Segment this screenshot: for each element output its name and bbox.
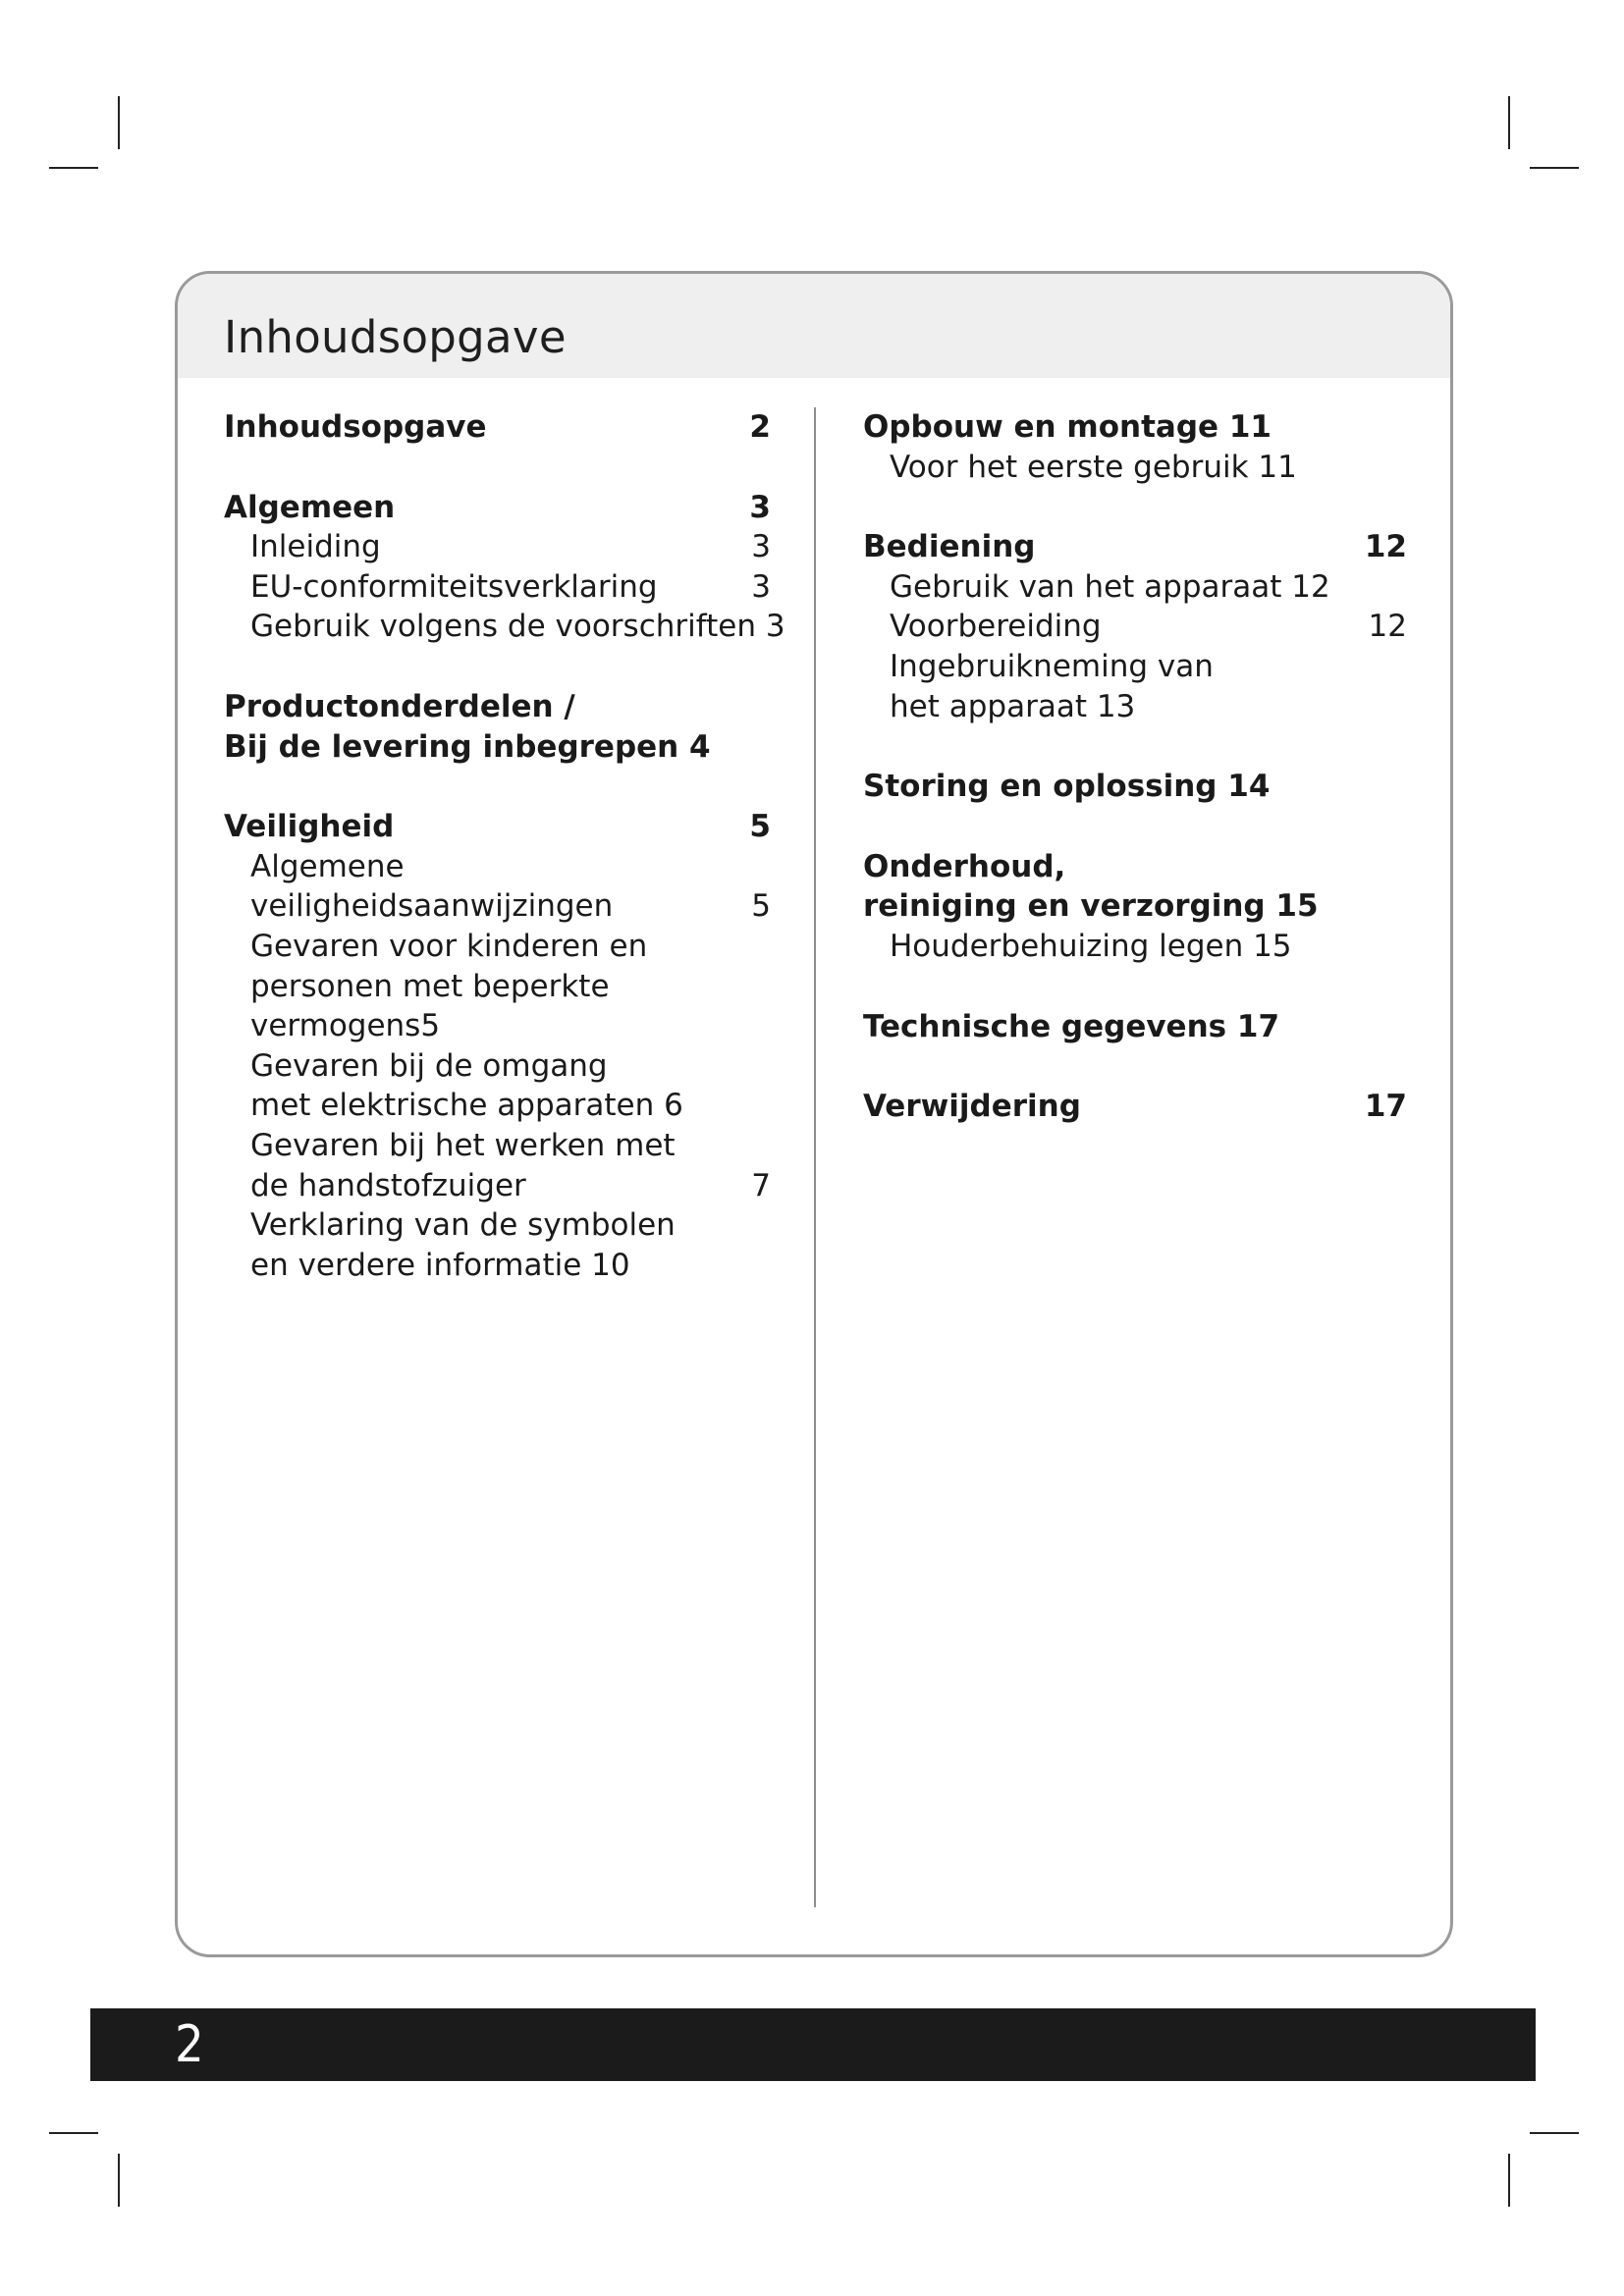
toc-entry [224,1205,771,1246]
toc-heading [863,886,1407,927]
toc-heading [224,407,771,448]
toc-heading [863,527,1407,567]
toc-group [863,1007,1407,1047]
toc-group [863,407,1407,487]
toc-entry-text: Storing en oplossing 14 [863,769,1271,805]
toc-entry-text: personen met beperkte [250,968,610,1004]
toc-entry-text: met elektrische apparaten 6 [250,1088,683,1124]
toc-entry-text: Verwijdering [863,1089,1081,1125]
toc-entry [863,448,1407,488]
toc-entry-text: Productonderdelen / [224,688,575,724]
toc-page-number: 2 [749,409,771,445]
toc-entry [224,1046,771,1087]
toc-group [863,847,1407,967]
page-number: 2 [175,2015,204,2074]
toc-page-number: 3 [751,568,771,605]
toc-heading [863,767,1407,807]
toc-entry-text: Bediening [863,529,1036,565]
toc-entry [863,607,1407,647]
toc-entry [863,927,1407,967]
toc-group [863,527,1407,726]
toc-group [224,807,771,1285]
toc-group [224,407,771,448]
toc-entry-text: Voorbereiding [890,609,1102,645]
page-title: Inhoudsopgave [224,311,567,363]
toc-entry-text: Gebruik volgens de voorschriften 3 [250,609,785,645]
toc-entry [224,1166,771,1206]
toc-entry-text: reiniging en verzorging 15 [863,888,1319,925]
toc-entry-text: vermogens5 [250,1008,441,1044]
crop-mark [1508,96,1510,149]
toc-entry-text: Houderbehuizing legen 15 [890,928,1292,964]
crop-mark [1508,2154,1510,2207]
crop-mark [1530,2132,1579,2134]
toc-page-number: 5 [751,888,771,925]
toc-heading [224,687,771,727]
toc-entry-text: Gebruik van het apparaat 12 [890,568,1330,605]
toc-entry [224,886,771,927]
crop-mark [1530,167,1579,169]
toc-page-number: 7 [751,1167,771,1203]
toc-entry [224,967,771,1007]
toc-entry-text: Gevaren bij het werken met [250,1127,676,1163]
toc-heading [224,727,771,768]
toc-group [863,767,1407,807]
toc-page-number: 3 [751,529,771,565]
toc-entry-text: Algemeen [224,489,396,525]
toc-panel [175,271,1453,1957]
toc-entry [863,647,1407,687]
toc-column-right [863,407,1407,1167]
toc-entry [224,1086,771,1126]
toc-entry-text: Technische gegevens 17 [863,1008,1280,1044]
crop-mark [118,96,120,149]
toc-entry-text: het apparaat 13 [890,688,1136,724]
toc-entry [224,927,771,967]
toc-heading [863,847,1407,887]
toc-entry-text: Opbouw en montage 11 [863,409,1272,445]
toc-entry-text: Verklaring van de symbolen [250,1207,676,1244]
toc-group [224,488,785,647]
toc-entry [224,1126,771,1166]
toc-entry-text: Ingebruikneming van [890,648,1214,684]
toc-entry-text: Inleiding [250,529,381,565]
toc-entry [224,1246,771,1286]
crop-mark [118,2154,120,2207]
toc-entry-text: Veiligheid [224,809,395,845]
column-divider [814,407,816,1907]
toc-entry-text: Gevaren voor kinderen en [250,928,648,964]
toc-heading [863,1087,1407,1127]
toc-entry [224,567,771,608]
toc-entry-text: Onderhoud, [863,848,1066,884]
toc-page-number: 17 [1364,1089,1407,1125]
toc-entry [224,1006,771,1046]
toc-entry-text: veiligheidsaanwijzingen [250,888,614,925]
crop-mark [49,167,98,169]
crop-mark [49,2132,98,2134]
toc-header [178,274,1450,378]
toc-entry [224,847,771,887]
toc-column-left [224,407,785,1325]
toc-page-number: 3 [749,489,771,525]
toc-entry [863,687,1407,727]
footer-bar [90,2008,1536,2081]
toc-heading [863,1007,1407,1047]
toc-page-number: 12 [1364,529,1407,565]
toc-entry-text: Bij de levering inbegrepen 4 [224,728,711,765]
toc-heading [224,807,771,847]
toc-entry [863,567,1407,608]
toc-entry-text: en verdere informatie 10 [250,1247,630,1283]
toc-entry [224,527,771,567]
toc-group [224,687,771,767]
toc-group [863,1087,1407,1127]
toc-heading [224,488,771,528]
toc-page-number: 12 [1368,609,1407,645]
toc-entry-text: Gevaren bij de omgang [250,1047,608,1084]
toc-entry-text: de handstofzuiger [250,1167,526,1203]
toc-entry-text: Voor het eerste gebruik 11 [890,449,1297,485]
toc-entry-text: Inhoudsopgave [224,409,487,445]
toc-entry-text: Algemene [250,848,405,884]
toc-entry [224,607,785,647]
toc-heading [863,407,1407,448]
toc-entry-text: EU-conformiteitsverklaring [250,568,658,605]
toc-page-number: 5 [749,809,771,845]
